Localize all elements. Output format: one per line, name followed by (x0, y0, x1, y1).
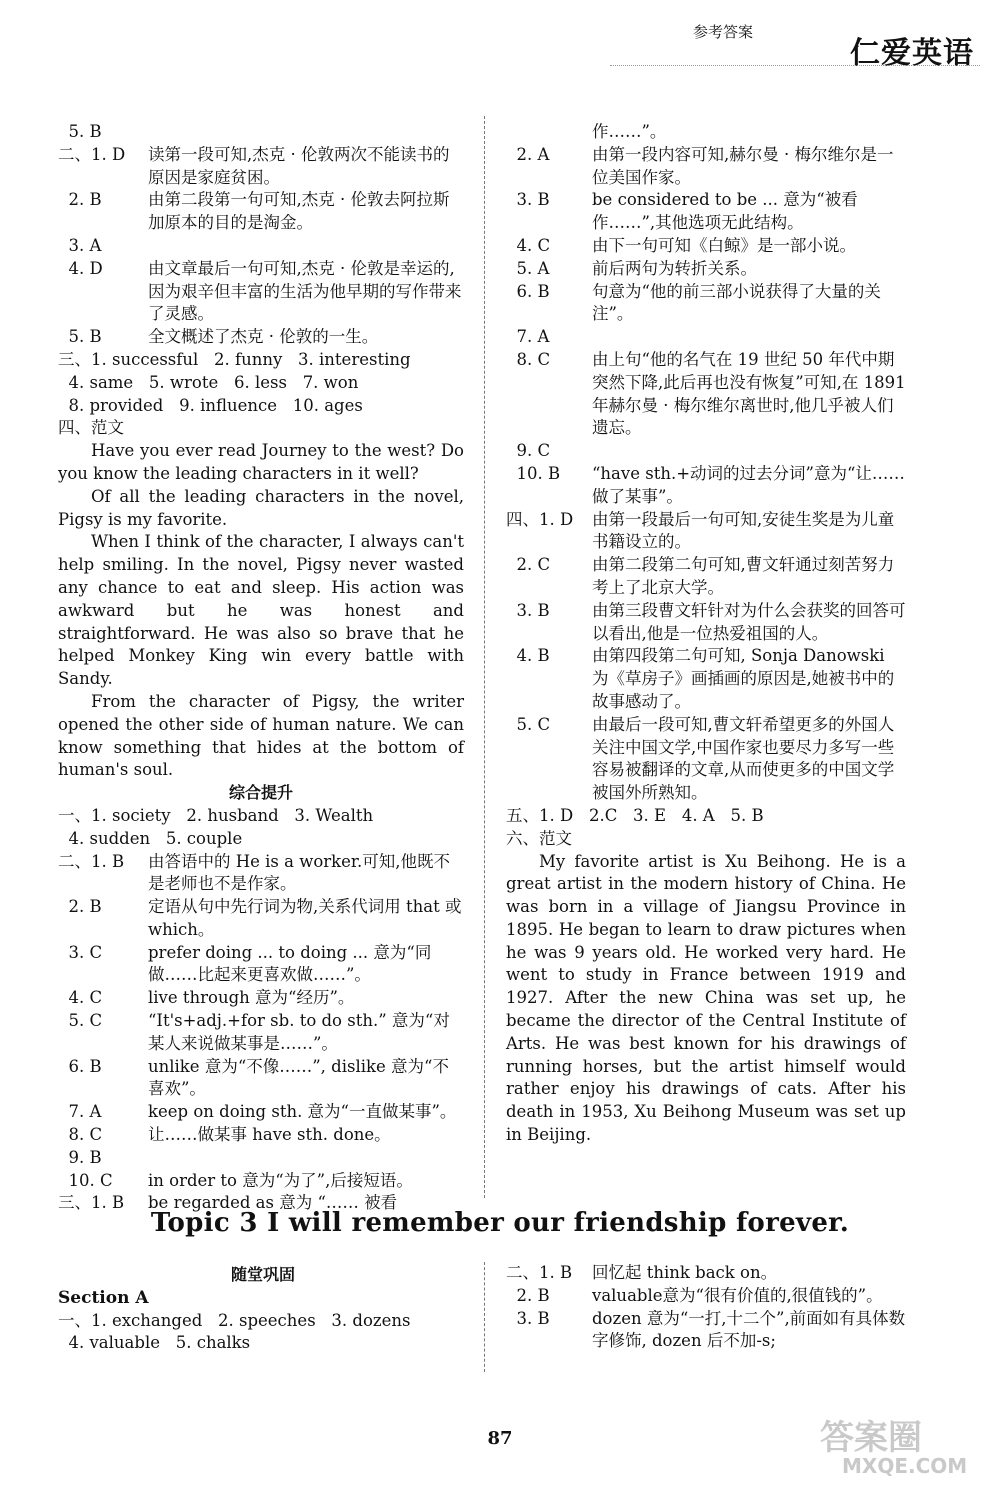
answer-item (506, 600, 906, 646)
answer-explanation: 由第二段第一句可知,杰克 · 伦敦去阿拉斯加原本的目的是淘金。 (148, 190, 450, 233)
essay-paragraph: My favorite artist is Xu Beihong. He is a great artist in the modern history of China. He was born in a village of Jiangsu Province in 1895. He began to learn to draw pictures when he was 9 years old. He worked very hard. He went to study in France between 1919 and 1927. After the new China was set up, he became the director of the Central Institute of Arts. He was best known for his drawings of running horses, but the artist himself would rather enjoy his drawings of cats. After his death in 1953, Xu Beihong Museum was set up in Beijing. (506, 851, 906, 1145)
answer-explanation: prefer doing ... to doing ... 意为“同做……比起来更喜欢做……”。 (148, 942, 432, 985)
answer-item (506, 121, 906, 144)
answer-explanation: 由第一段最后一句可知,安徒生奖是为儿童书籍设立的。 (592, 509, 895, 552)
answer-number: 4. B (506, 646, 550, 666)
answer-item (506, 258, 906, 281)
answer-explanation: 全文概述了杰克 · 伦敦的一生。 (148, 327, 379, 347)
section-subtitle: 综合提升 (228, 783, 293, 803)
essay-paragraph: Have you ever read Journey to the west? Do you know the leading characters in it well? (58, 441, 464, 483)
answer-number: 10. B (506, 463, 561, 483)
answer-item (58, 144, 464, 190)
answer-explanation: 由文章最后一句可知,杰克 · 伦敦是幸运的,因为艰辛但丰富的生活为他早期的写作带来了灵感。 (148, 258, 462, 324)
answer-item (506, 714, 906, 805)
answer-explanation: 由下一句可知《白鲸》是一部小说。 (592, 235, 856, 255)
answer-item (58, 1101, 464, 1124)
answer-item (58, 189, 464, 235)
answer-number: 三、1. B (58, 1193, 125, 1213)
bottom-left-column (58, 1262, 468, 1355)
answer-number: 2. B (58, 897, 102, 917)
answer-line: 四、范文 (58, 418, 124, 438)
answer-explanation: 定语从句中先行词为物,关系代词用 that 或 which。 (148, 897, 462, 939)
answer-explanation: 由第二段第二句可知,曹文轩通过刻苦努力考上了北京大学。 (592, 555, 895, 597)
answer-explanation: “It's+adj.+for sb. to do sth.” 意为“对某人来说做某事是……”。 (148, 1011, 450, 1053)
answer-number: 6. B (506, 281, 550, 301)
answer-number: 8. C (506, 349, 551, 369)
right-column (506, 121, 906, 1147)
essay-paragraph: When I think of the character, I always can't help smiling. In the novel, Pigsy never wasted any chance to eat and sleep. His action was awkward but he was honest and straightforward. He was also so brave that he helped Monkey King win every battle with Sandy. (58, 532, 464, 689)
answer-line: 9. C (506, 441, 551, 461)
answer-item (58, 896, 464, 942)
answer-line: 4. same 5. wrote 6. less 7. won (58, 372, 359, 392)
answer-number: 6. B (58, 1056, 102, 1076)
answer-number: 5. B (58, 327, 102, 347)
answer-number: 4. D (58, 258, 103, 278)
answer-item (506, 1285, 906, 1308)
answer-number: 2. C (506, 555, 551, 575)
answer-line: 五、1. D 2.C 3. E 4. A 5. B (506, 805, 764, 825)
left-column (58, 121, 464, 1215)
answer-item (506, 509, 906, 555)
answer-item (58, 987, 464, 1010)
answer-number: 3. B (506, 1308, 550, 1328)
answer-item (506, 463, 906, 509)
answer-item (58, 1010, 464, 1056)
column-divider (484, 116, 485, 1198)
answer-explanation: live through 意为“经历”。 (148, 988, 355, 1008)
answer-number: 二、1. D (58, 144, 126, 164)
watermark-logo (780, 1410, 990, 1480)
answer-number: 5. C (506, 714, 551, 734)
answer-number: 3. B (506, 190, 550, 210)
answer-explanation: 作……”。 (592, 122, 667, 141)
answer-number: 二、1. B (506, 1263, 573, 1282)
answer-explanation: unlike 意为“不像……”, dislike 意为“不喜欢”。 (148, 1056, 449, 1099)
page-number: 87 (487, 1428, 513, 1449)
answer-number: 四、1. D (506, 509, 574, 529)
answer-explanation: 由第四段第二句可知, Sonja Danowski 为《草房子》画插画的原因是,她被书中的故事感动了。 (592, 646, 895, 711)
watermark-url: MXQE.COM (842, 1454, 968, 1478)
answer-explanation: 句意为“他的前三部小说获得了大量的关注”。 (592, 281, 881, 324)
answer-number: 7. A (58, 1102, 102, 1122)
answer-explanation: valuable意为“很有价值的,很值钱的”。 (592, 1285, 883, 1305)
answer-item (506, 645, 906, 713)
answer-number: 2. A (506, 144, 550, 164)
answer-item (506, 1308, 906, 1354)
answer-item (506, 189, 906, 235)
answer-line: 9. B (58, 1147, 102, 1167)
answer-item (506, 235, 906, 258)
answer-item (58, 942, 464, 988)
answer-item (58, 851, 464, 897)
answer-line: 一、1. exchanged 2. speeches 3. dozens (58, 1310, 411, 1330)
answer-explanation: be regarded as 意为 “…… 被看 (148, 1193, 398, 1213)
answer-explanation: 由第三段曹文轩针对为什么会获奖的回答可以看出,他是一位热爱祖国的人。 (592, 600, 906, 643)
answer-item (506, 349, 906, 440)
answer-explanation: 由答语中的 He is a worker.可知,他既不是老师也不是作家。 (148, 851, 450, 894)
answer-number: 2. B (58, 190, 102, 210)
answer-line: 六、范文 (506, 828, 572, 848)
answer-explanation: 读第一段可知,杰克 · 伦敦两次不能读书的原因是家庭贫困。 (148, 144, 450, 187)
answer-explanation: be considered to be ... 意为“被看作……”,其他选项无此结构。 (592, 190, 858, 233)
answer-item (506, 144, 906, 190)
section-heading: Section A (58, 1287, 149, 1308)
answer-item (58, 1124, 464, 1147)
answer-explanation: “have sth.+动词的过去分词”意为“让……做了某事”。 (592, 463, 905, 506)
answer-explanation: dozen 意为“一打,十二个”,前面如有具体数字修饰, dozen 后不加-s; (592, 1308, 906, 1351)
answer-explanation: 由第一段内容可知,赫尔曼 · 梅尔维尔是一位美国作家。 (592, 144, 894, 187)
header-brand: 仁爱英语 (850, 36, 974, 71)
answer-line: 5. B (58, 122, 102, 141)
answer-line: 3. A (58, 235, 102, 255)
answer-number: 5. C (58, 1011, 103, 1031)
answer-item (58, 1170, 464, 1193)
answer-explanation: keep on doing sth. 意为“一直做某事”。 (148, 1102, 457, 1122)
answer-number: 10. C (58, 1170, 113, 1190)
answer-line: 三、1. successful 2. funny 3. interesting (58, 349, 411, 369)
answer-number (506, 121, 592, 144)
answer-explanation: 回忆起 think back on。 (592, 1263, 778, 1282)
watermark-text: 答案圈 (820, 1418, 922, 1458)
column-divider (484, 1262, 485, 1372)
answer-number: 2. B (506, 1285, 550, 1305)
answer-item (506, 1262, 906, 1285)
answer-line: 4. sudden 5. couple (58, 828, 243, 848)
header-label: 参考答案 (693, 23, 754, 41)
answer-explanation: 由最后一段可知,曹文轩希望更多的外国人关注中国文学,中国作家也要尽力多写一些容易被翻译的文章,从而使更多的中国文学被国外所熟知。 (592, 714, 895, 803)
answer-explanation: 前后两句为转折关系。 (592, 258, 757, 278)
essay-paragraph: From the character of Pigsy, the writer opened the other side of human nature. We can know something that hides at the bottom of human's soul. (58, 691, 464, 780)
answer-item (58, 326, 464, 349)
answer-line: 一、1. society 2. husband 3. Wealth (58, 805, 374, 825)
answer-item (506, 281, 906, 327)
answer-item (506, 554, 906, 600)
answer-number: 4. C (506, 235, 551, 255)
answer-number: 3. C (58, 942, 103, 962)
answer-explanation: 由上句“他的名气在 19 世纪 50 年代中期突然下降,此后再也没有恢复”可知,在 1891 年赫尔曼 · 梅尔维尔离世时,他几乎被人们遗忘。 (592, 349, 906, 438)
topic-title: Topic 3 I will remember our friendship forever. (150, 1208, 850, 1238)
answer-number: 二、1. B (58, 851, 125, 871)
answer-number: 3. B (506, 600, 550, 620)
answer-number: 4. C (58, 988, 103, 1008)
essay-paragraph: Of all the leading characters in the novel, Pigsy is my favorite. (58, 486, 464, 529)
answer-line: 4. valuable 5. chalks (58, 1333, 251, 1353)
bottom-right-column (506, 1262, 906, 1353)
answer-explanation: 让……做某事 have sth. done。 (148, 1125, 391, 1145)
header-rule (610, 65, 980, 67)
answer-number: 5. A (506, 258, 550, 278)
subtitle: 随堂巩固 (230, 1265, 295, 1284)
answer-line: 7. A (506, 327, 550, 347)
answer-item (58, 258, 464, 326)
answer-number: 8. C (58, 1125, 103, 1145)
answer-explanation: in order to 意为“为了”,后接短语。 (148, 1170, 413, 1190)
answer-item (58, 1056, 464, 1102)
answer-line: 8. provided 9. influence 10. ages (58, 395, 363, 415)
